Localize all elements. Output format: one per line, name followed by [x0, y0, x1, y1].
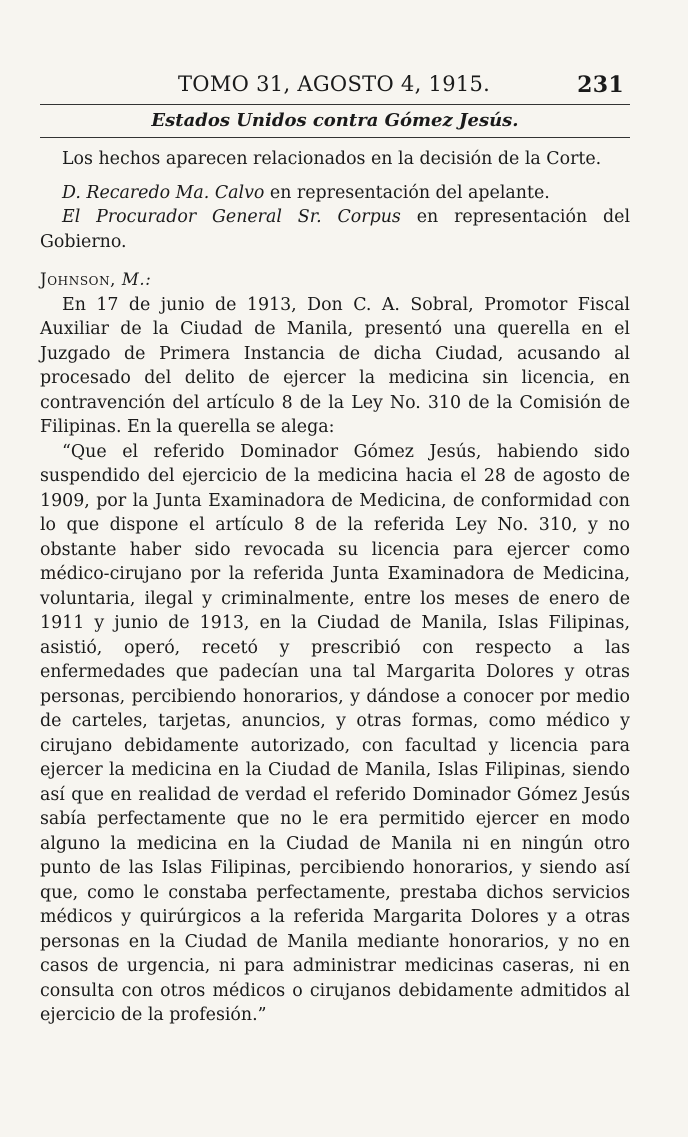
opening-paragraph: En 17 de junio de 1913, Don C. A. Sobral, Promotor Fiscal Auxiliar de la Ciudad de Manila, presentó una querella en el Juzgado de Primera Instancia de dicha Ciudad, acusando al procesado del delito de ejercer la medicina sin licencia, en contravención del artículo 8 de la Ley No. 310 de la Comisión de Filipinas. En la querella se alega:: [40, 294, 630, 437]
opinion-author: [40, 268, 630, 293]
author-title: M.:: [121, 270, 152, 289]
running-header: [40, 70, 630, 104]
subtitle-rule: [40, 137, 630, 138]
volume-date-title: TOMO 31, AGOSTO 4, 1915.: [178, 72, 491, 96]
counsel-appellant-role: en representación del apelante.: [269, 182, 550, 203]
case-title: Estados Unidos contra Gómez Jesús.: [151, 110, 519, 131]
complaint-quote: “Que el referido Dominador Gómez Jesús, habiendo sido suspendido del ejercicio de la medicina hacia el 28 de agosto de 1909, por la Junta Examinadora de Medicina, de conformidad con lo que dispone el artículo 8 de la referida Ley No. 310, y no obstante haber sido revocada su licencia para ejercer como médico-cirujano por la referida Junta Examinadora de Medicina, voluntaria, ilegal y criminalmente, entre los meses de enero de 1911 y junio de 1913, en la Ciudad de Manila, Islas Filipinas, asistió, operó, recetó y prescribió con respecto a las enfermedades que padecían una tal Margarita Dolores y otras personas, percibiendo honorarios, y dándose a conocer por medio de carteles, tarjetas, anuncios, y otras formas, como médico y cirujano debidamente autorizado, con facultad y licencia para ejercer la medicina en la Ciudad de Manila, Islas Filipinas, siendo así que en realidad de verdad el referido Dominador Gómez Jesús sabía perfectamente que no le era permitido ejercer en modo alguno la medicina en la Ciudad de Manila ni en ningún otro punto de las Islas Filipinas, percibiendo honorarios, y siendo así que, como le constaba perfectamente, prestaba dichos servicios médicos y quirúrgicos a la referida Margarita Dolores y a otras personas en la Ciudad de Manila mediante honorarios, y no en casos de urgencia, ni para administrar medicinas caseras, ni en consulta con otros médicos o cirujanos debidamente admitidos al ejercicio de la profesión.”: [40, 441, 630, 1025]
page-number: 231: [577, 72, 624, 98]
counsel-government: [40, 205, 630, 254]
counsel-gov-name: El Procurador General Sr. Corpus: [62, 207, 401, 227]
counsel-appellant-name: D. Recaredo Ma. Calvo: [62, 182, 265, 203]
counsel-appellant: [40, 181, 630, 206]
counsel-gov-role: en representación del Gobierno.: [40, 207, 631, 252]
page: [40, 70, 630, 1028]
author-name: Johnson,: [40, 270, 117, 289]
intro-paragraph: Los hechos aparecen relacionados en la decisión de la Corte.: [62, 149, 602, 169]
